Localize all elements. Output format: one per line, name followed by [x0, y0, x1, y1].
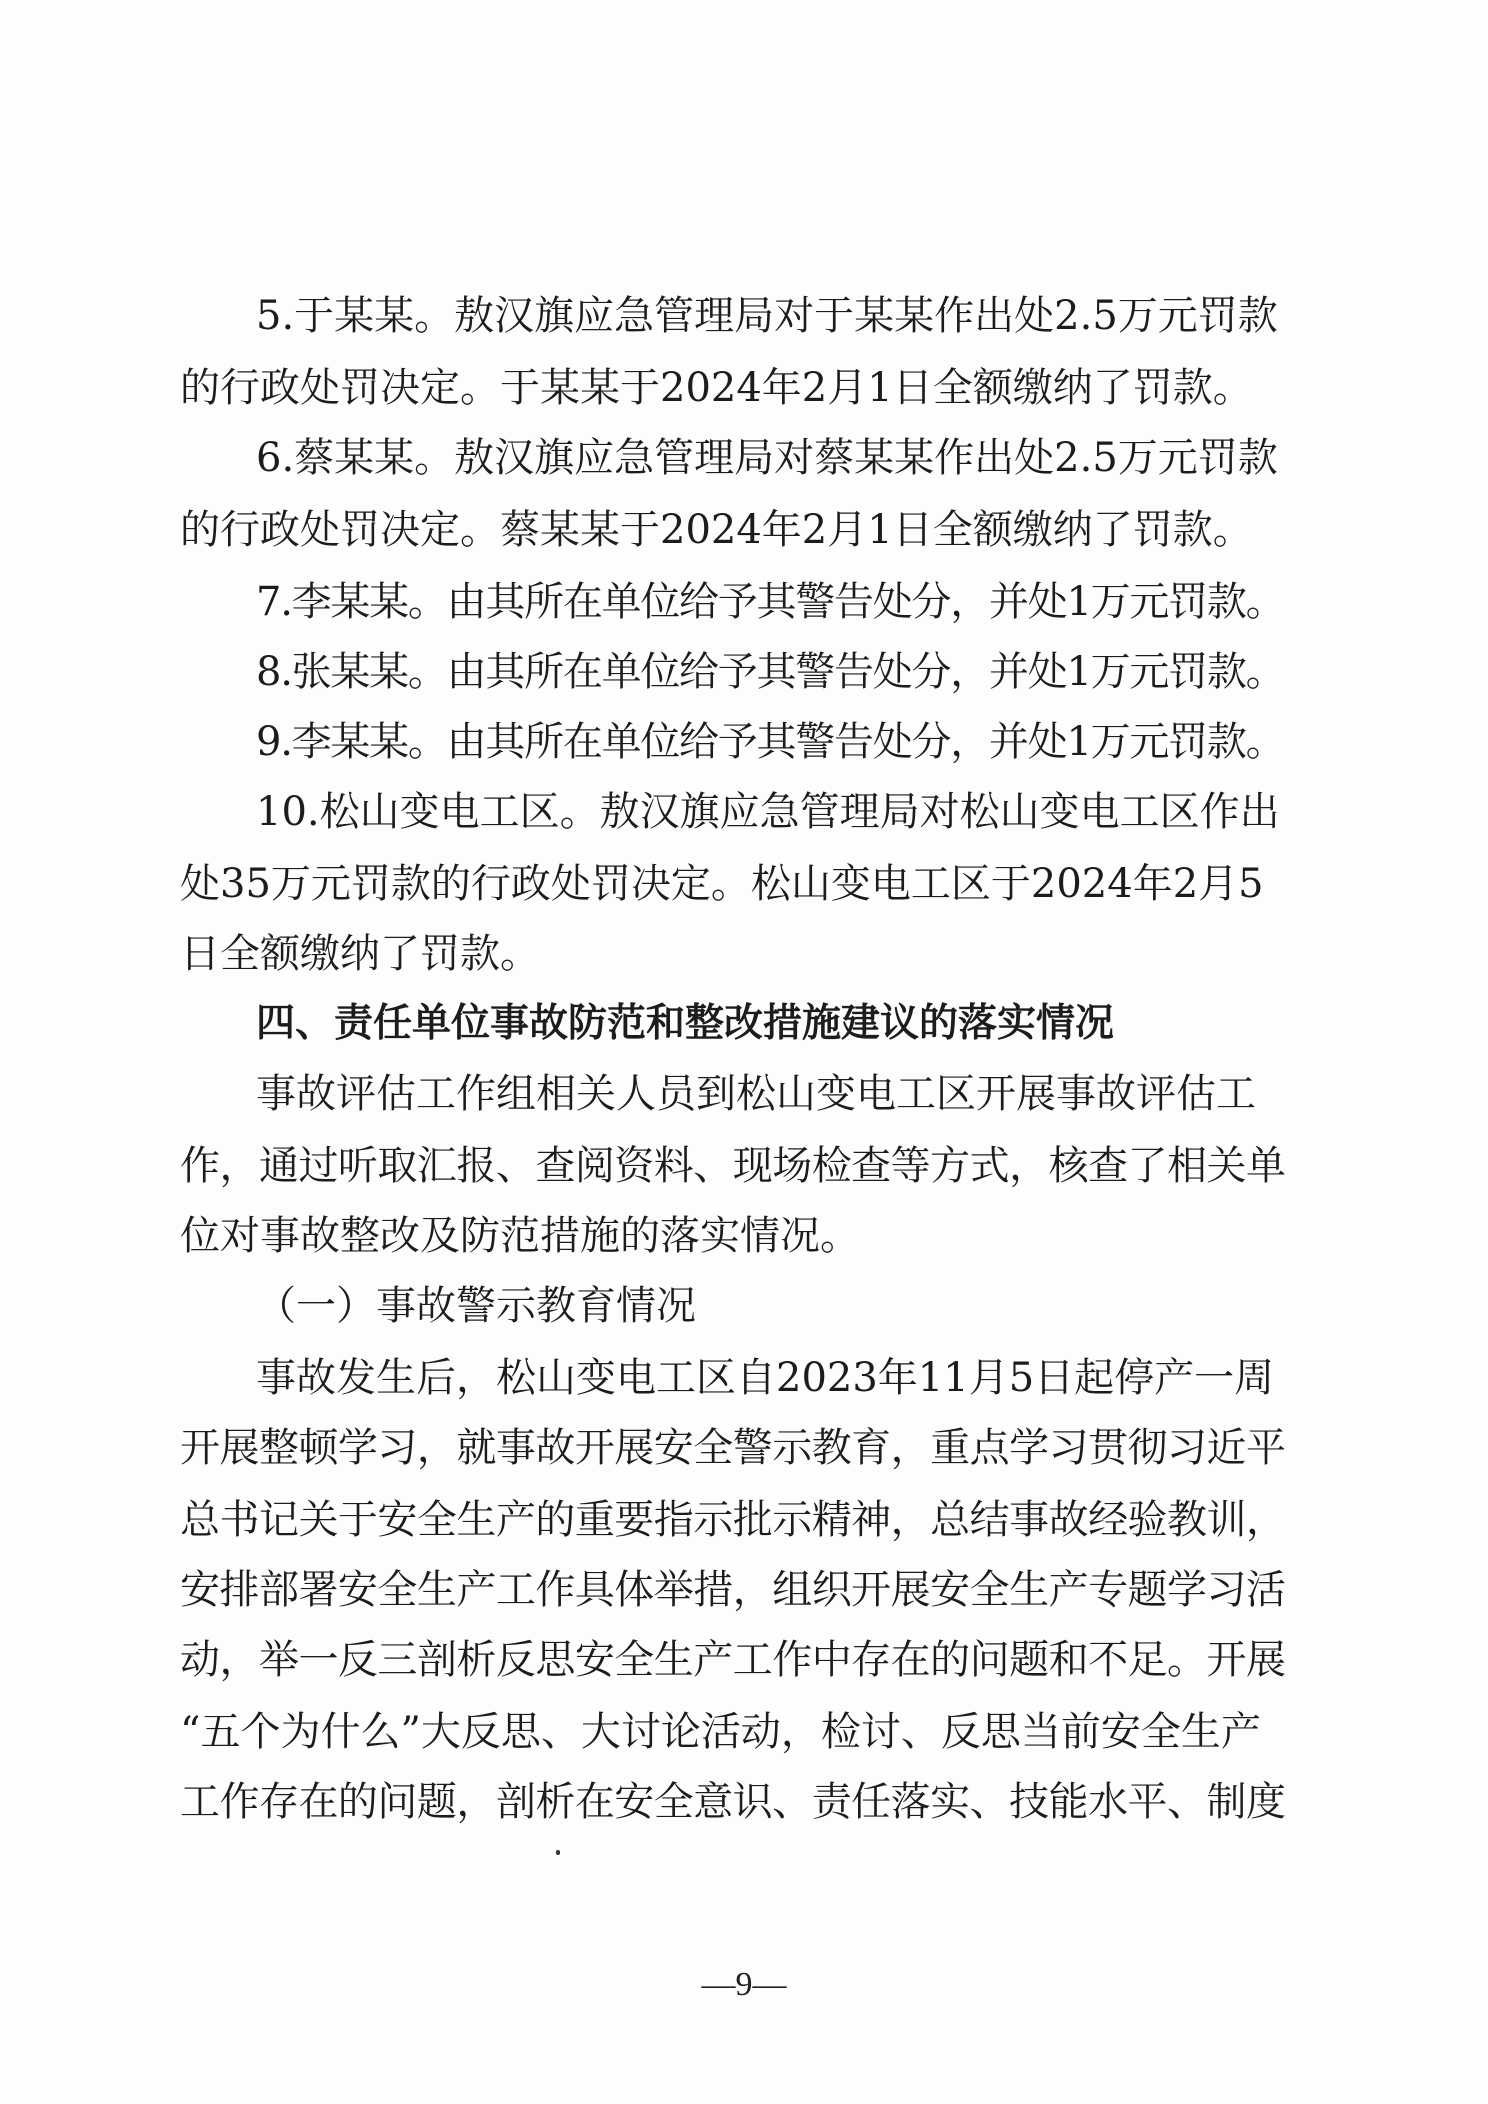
- item-9: 9.李某某。由其所在单位给予其警告处分，并处1万元罚款。: [256, 719, 1285, 765]
- subsection-1-heading: （一）事故警示教育情况: [256, 1283, 696, 1329]
- subsection-1-para-line-5: 动，举一反三剖析反思安全生产工作中存在的问题和不足。开展: [180, 1637, 1286, 1683]
- item-10-line-3: 日全额缴纳了罚款。: [180, 931, 540, 977]
- subsection-1-para-line-4: 安排部署安全生产工作具体举措，组织开展安全生产专题学习活: [180, 1567, 1286, 1613]
- item-6-line-2: 的行政处罚决定。蔡某某于2024年2月1日全额缴纳了罚款。: [180, 507, 1253, 553]
- subsection-1-para-line-2: 开展整顿学习，就事故开展安全警示教育，重点学习贯彻习近平: [180, 1425, 1286, 1471]
- section-4-para-line-2: 作，通过听取汇报、查阅资料、现场检查等方式，核查了相关单: [180, 1143, 1286, 1189]
- subsection-1-para-line-6: “五个为什么”大反思、大讨论活动，检讨、反思当前安全生产: [180, 1709, 1261, 1755]
- item-10-line-1: 10.松山变电工区。敖汉旗应急管理局对松山变电工区作出: [256, 789, 1280, 835]
- page-number: —9—: [701, 1966, 787, 2003]
- section-4-heading: 四、责任单位事故防范和整改措施建议的落实情况: [256, 1001, 1115, 1046]
- item-5-line-2: 的行政处罚决定。于某某于2024年2月1日全额缴纳了罚款。: [180, 365, 1253, 411]
- item-8: 8.张某某。由其所在单位给予其警告处分，并处1万元罚款。: [256, 649, 1285, 695]
- subsection-1-para-line-7: 工作存在的问题，剖析在安全意识、责任落实、技能水平、制度: [180, 1779, 1286, 1825]
- subsection-1-para-line-1: 事故发生后，松山变电工区自2023年11月5日起停产一周: [256, 1355, 1275, 1401]
- subsection-1-para-line-3: 总书记关于安全生产的重要指示批示精神，总结事故经验教训，: [180, 1497, 1286, 1543]
- section-4-para-line-3: 位对事故整改及防范措施的落实情况。: [180, 1213, 860, 1259]
- item-10-line-2: 处35万元罚款的行政处罚决定。松山变电工区于2024年2月5: [180, 861, 1264, 907]
- section-4-para-line-1: 事故评估工作组相关人员到松山变电工区开展事故评估工: [256, 1071, 1256, 1117]
- item-5-line-1: 5.于某某。敖汉旗应急管理局对于某某作出处2.5万元罚款: [256, 293, 1278, 339]
- item-6-line-1: 6.蔡某某。敖汉旗应急管理局对蔡某某作出处2.5万元罚款: [256, 435, 1278, 481]
- item-7: 7.李某某。由其所在单位给予其警告处分，并处1万元罚款。: [256, 579, 1285, 625]
- scan-speck: [556, 1850, 560, 1855]
